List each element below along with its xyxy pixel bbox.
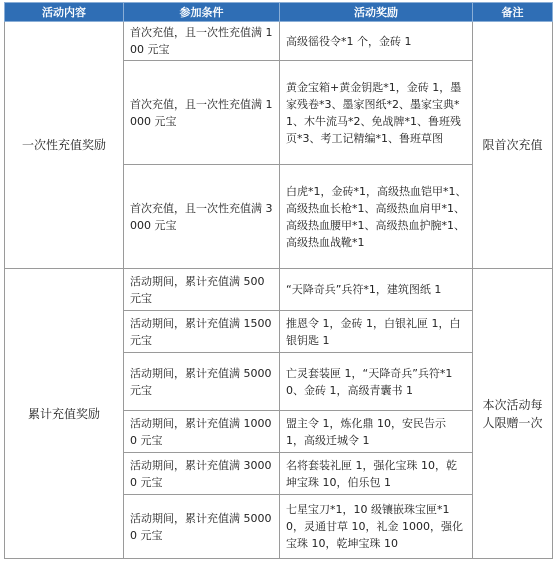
- note-cell: 限首次充值: [473, 22, 553, 269]
- condition-cell: 活动期间，累计充值满 5000 元宝: [124, 353, 280, 411]
- reward-cell: 推恩令 1，金砖 1，白银礼匣 1，白银钥匙 1: [280, 311, 473, 353]
- condition-cell: 首次充值，且一次性充值满 1000 元宝: [124, 61, 280, 165]
- reward-cell: 高级徭役令*1 个，金砖 1: [280, 22, 473, 61]
- header-conditions: 参加条件: [124, 3, 280, 22]
- condition-cell: 活动期间，累计充值满 50000 元宝: [124, 495, 280, 559]
- activity-content-cell: 累计充值奖励: [5, 269, 124, 559]
- header-notes: 备注: [473, 3, 553, 22]
- table-row: [5, 22, 553, 61]
- reward-table-container: [4, 2, 553, 559]
- condition-cell: 首次充值，且一次性充值满 100 元宝: [124, 22, 280, 61]
- table-row: [5, 269, 553, 311]
- note-cell: 本次活动每人限赠一次: [473, 269, 553, 559]
- reward-cell: 白虎*1，金砖*1，高级热血铠甲*1、高级热血长枪*1、高级热血肩甲*1、高级热血腰甲*1、高级热血护腕*1、高级热血战靴*1: [280, 165, 473, 269]
- condition-cell: 活动期间，累计充值满 10000 元宝: [124, 411, 280, 453]
- reward-table: [4, 2, 553, 559]
- reward-cell: “天降奇兵”兵符*1，建筑图纸 1: [280, 269, 473, 311]
- condition-cell: 首次充值，且一次性充值满 3000 元宝: [124, 165, 280, 269]
- reward-cell: 七星宝刀*1，10 级镶嵌珠宝匣*10，灵通甘草 10，礼金 1000，强化宝珠 10，乾坤宝珠 10: [280, 495, 473, 559]
- table-header-row: [5, 3, 553, 22]
- reward-cell: 亡灵套装匣 1，“天降奇兵”兵符*10、金砖 1，高级青囊书 1: [280, 353, 473, 411]
- reward-cell: 黄金宝箱+黄金钥匙*1，金砖 1，墨家残卷*3、墨家图纸*2、墨家宝典*1、木牛流马*2、免战牌*1、鲁班残页*3、考工记精编*1、鲁班草图: [280, 61, 473, 165]
- activity-content-cell: 一次性充值奖励: [5, 22, 124, 269]
- condition-cell: 活动期间，累计充值满 500 元宝: [124, 269, 280, 311]
- header-rewards: 活动奖励: [280, 3, 473, 22]
- condition-cell: 活动期间，累计充值满 30000 元宝: [124, 453, 280, 495]
- reward-cell: 名将套装礼匣 1，强化宝珠 10，乾坤宝珠 10，伯乐包 1: [280, 453, 473, 495]
- reward-cell: 盟主令 1，炼化鼎 10，安民告示 1，高级迁城令 1: [280, 411, 473, 453]
- condition-cell: 活动期间，累计充值满 1500 元宝: [124, 311, 280, 353]
- header-activity-content: 活动内容: [5, 3, 124, 22]
